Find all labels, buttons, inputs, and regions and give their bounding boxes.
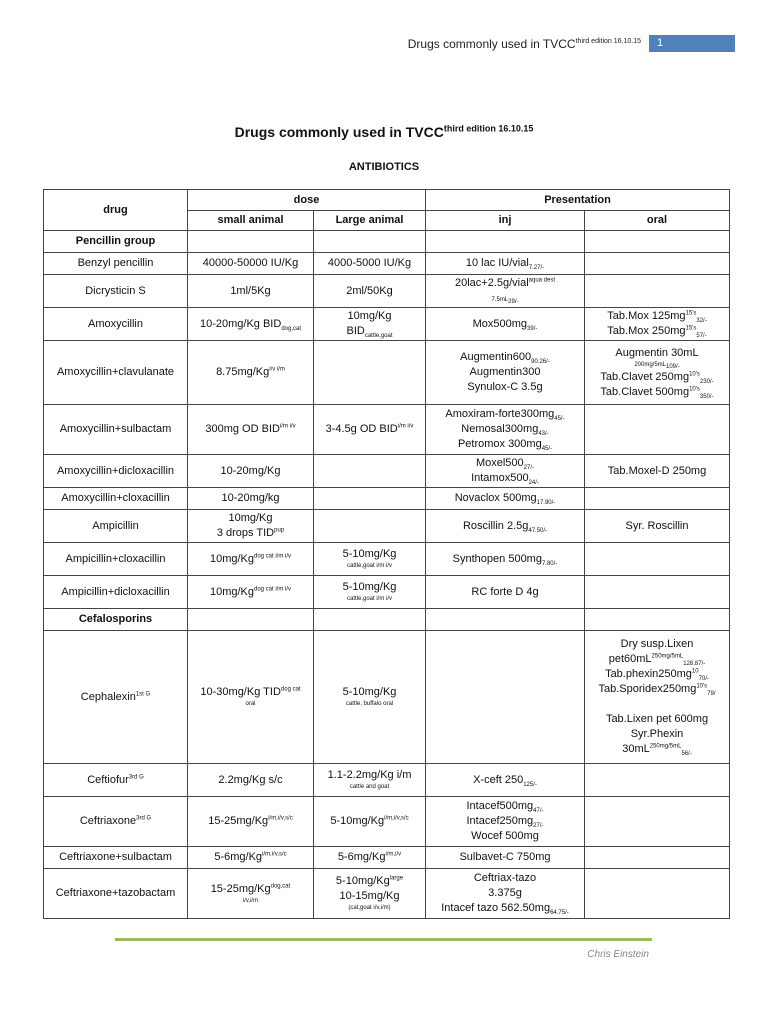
table-row [44,847,730,869]
inj-cell: $Mox500mg_{39/-}$ [426,308,585,341]
inj-cell: Roscillin $2.5g_{47.50/-}$ [426,510,585,543]
drug-cell: Ampicillin+cloxacillin [44,543,188,576]
inj-cell: Synthopen $500mg_{7.80/-}$ [426,543,585,576]
oral-cell: Tab.Moxel-D 250mg [585,455,730,488]
large-dose-cell: 3-4.5g OD $BID^{i/m i/v}$ [314,405,426,455]
table-row [44,308,730,341]
table-row [44,341,730,405]
inj-cell: 10 lac IU/vial$_{7.27/-}$ [426,253,585,275]
drug-cell: Dicrysticin S [44,275,188,308]
drug-cell: Amoxycillin+cloxacillin [44,488,188,510]
large-dose-cell: $5-6mg/Kg^{i/m,i/v}$ [314,847,426,869]
small-dose-cell: $15-25mg/Kg^{i/m,i/v,s/c}$ [188,797,314,847]
large-dose-cell: 4000-5000 IU/Kg [314,253,426,275]
page-header [408,35,735,52]
table-row [44,275,730,308]
small-dose-cell: 1ml/5Kg [188,275,314,308]
drug-cell: Amoxycillin+clavulanate [44,341,188,405]
table-row [44,609,730,631]
inj-cell: X-ceft $250_{125/-}$ [426,764,585,797]
drug-cell: Amoxycillin+dicloxacillin [44,455,188,488]
large-dose-cell: $5-10mg/Kg^{i/m,i/v,s/c}$ [314,797,426,847]
footer-rule [115,938,652,941]
table-row [44,543,730,576]
page-number-badge: 1 [649,35,735,52]
drug-cell: Amoxycillin+sulbactam [44,405,188,455]
inj-cell: Amoxiram-$forte300mg_{45/-}$ $Nemosal300mg_{43/-}$ Petromox $300mg_{45/-}$ [426,405,585,455]
small-dose-cell: 10-20mg/Kg $BID_{dog,cat}$ [188,308,314,341]
drug-cell: Ceftriaxone+tazobactam [44,869,188,919]
oral-cell: Tab.Mox $125mg^{15's}_{32/-}$ Tab.Mox $250mg^{15's}_{57/-}$ [585,308,730,341]
drug-cell: Cephalexin$^{1st G}$ [44,631,188,764]
small-dose-cell: 10-20mg/Kg [188,455,314,488]
inj-cell: Ceftriax-tazo 3.375g Intacef tazo $562.50mg_{64.75/-}$ [426,869,585,919]
table-row [44,455,730,488]
table-row [44,253,730,275]
large-dose-cell: 2ml/50Kg [314,275,426,308]
inj-cell: 20lac+2.5g/vial$^{aqua dest}$ $7.5mL_{29/-}$ [426,275,585,308]
drug-cell: Amoxycillin [44,308,188,341]
document-title: Drugs commonly used in $TVCC^{third edition 16.10.15}$ [234,123,534,140]
inj-cell: RC forte D 4g [426,576,585,609]
inj-cell: Novaclox $500mg_{17.90/-}$ [426,488,585,510]
inj-cell: Sulbavet-C 750mg [426,847,585,869]
drug-cell: Ceftiofur$^{3rd G}$ [44,764,188,797]
large-dose-cell: 10mg/Kg $BID_{cattle,goat}$ [314,308,426,341]
footer-author: Chris Einstein [587,949,649,960]
oral-cell: Dry susp.Lixen $pet60mL^{250mg/5mL}_{128.87/-}$ $Tab.phexin250mg^{10}_{70/-}$ $Tab.Sporidex250mg^{10's}_{79/}$ Tab.Lixen pet 600mg Syr.Phexin $30mL^{250mg/5mL}_{56/-}$ [585,631,730,764]
drug-cell: Ampicillin+dicloxacillin [44,576,188,609]
large-dose-cell: 5-10mg/Kg cattle,goat i/m i/v [314,576,426,609]
large-dose-cell: 5-10mg/Kg cattle, buffalo oral [314,631,426,764]
drug-cell: Benzyl pencillin [44,253,188,275]
small-dose-cell: 300mg OD $BID^{i/m i/v}$ [188,405,314,455]
oral-cell: Augmentin 30mL $200mg/5mL_{109/-}$ Tab.Clavet $250mg^{10's}_{230/-}$ Tab.Clavet $500mg^{10's}_{350/-}$ [585,341,730,405]
small-dose-cell: $15-25mg/Kg^{dog,cat}$ i/v,i/m [188,869,314,919]
table-row [44,405,730,455]
small-dose-cell: 2.2mg/Kg s/c [188,764,314,797]
table-row [44,231,730,253]
table-row [44,488,730,510]
group-heading: Cefalosporins [44,609,188,631]
inj-cell: $Moxel500_{27/-}$ $Intamox500_{24/-}$ [426,455,585,488]
header-drug: drug [44,190,188,231]
header-dose: dose [188,190,426,211]
small-dose-cell: 10mg/Kg 3 drops $TID^{pup}$ [188,510,314,543]
large-dose-cell: $5-10mg/Kg^{large}$ 10-15mg/Kg (cat,goat i/v,i/m) [314,869,426,919]
inj-cell: $Intacef500mg_{47/-}$ $Intacef250mg_{27/-}$ Wocef 500mg [426,797,585,847]
drugs-table [43,189,730,919]
group-heading: Pencillin group [44,231,188,253]
small-dose-cell: 10-20mg/kg [188,488,314,510]
inj-cell: $Augmentin600_{90.26/-}$ Augmentin300 Synulox-C 3.5g [426,341,585,405]
header-large-animal: Large animal [314,211,426,231]
header-small-animal: small animal [188,211,314,231]
table-row [44,764,730,797]
small-dose-cell: 10-30mg/Kg $TID^{dog cat}$ oral [188,631,314,764]
oral-cell: Syr. Roscillin [585,510,730,543]
table-row [44,631,730,764]
large-dose-cell: 1.1-2.2mg/Kg i/m cattle and goat [314,764,426,797]
header-inj: inj [426,211,585,231]
large-dose-cell: 5-10mg/Kg cattle,goat i/m i/v [314,543,426,576]
small-dose-cell: $10mg/Kg^{dog cat i/m i/v}$ [188,543,314,576]
small-dose-cell: 40000-50000 IU/Kg [188,253,314,275]
small-dose-cell: $8.75mg/Kg^{i/v i/m}$ [188,341,314,405]
table-row [44,869,730,919]
small-dose-cell: $10mg/Kg^{dog cat i/m i/v}$ [188,576,314,609]
table-row [44,510,730,543]
drug-cell: Ceftriaxone+sulbactam [44,847,188,869]
table-row [44,797,730,847]
header-presentation: Presentation [426,190,730,211]
drug-cell: Ceftriaxone$^{3rd G}$ [44,797,188,847]
small-dose-cell: $5-6mg/Kg^{i/m,i/v,s/c}$ [188,847,314,869]
header-title: Drugs commonly used in $TVCC^{third edition 16.10.15}$ [407,36,641,51]
header-oral: oral [585,211,730,231]
table-row [44,576,730,609]
drug-cell: Ampicillin [44,510,188,543]
section-title: ANTIBIOTICS [348,161,420,173]
